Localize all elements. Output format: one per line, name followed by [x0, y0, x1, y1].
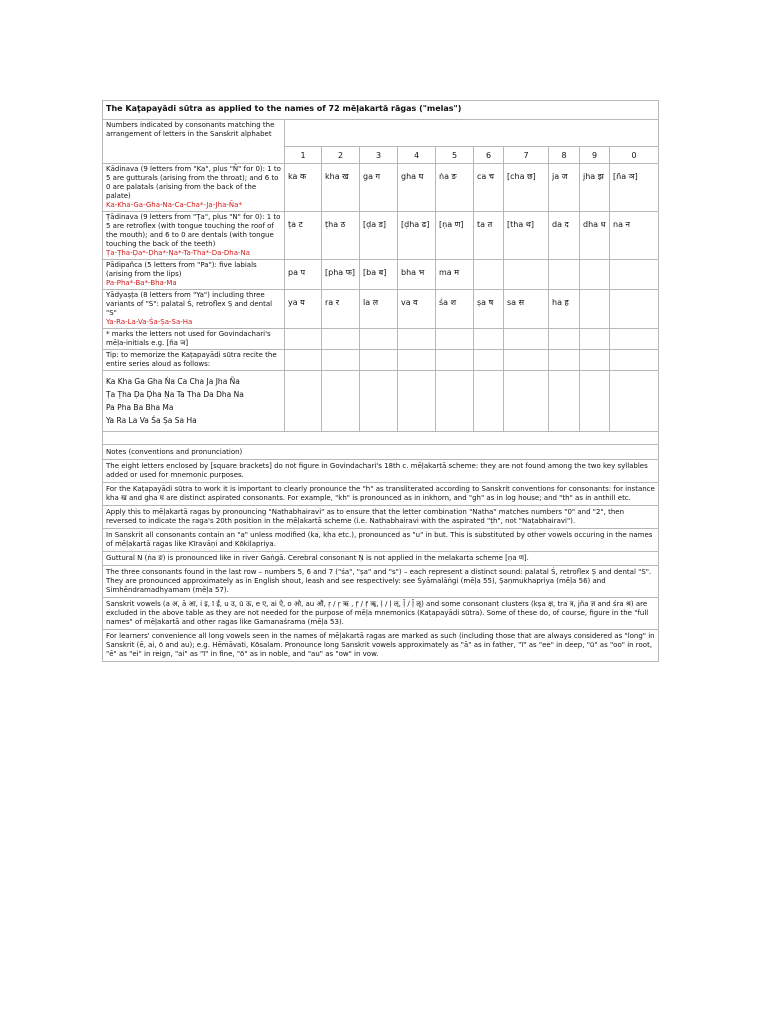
syllable-cell: [ḍha ढ] — [398, 212, 436, 260]
empty-cell — [504, 371, 549, 432]
syllable-cell — [580, 260, 610, 290]
table-row — [103, 290, 659, 329]
empty-cell — [610, 371, 659, 432]
empty-cell — [285, 371, 322, 432]
row-label — [103, 290, 285, 329]
number-cell: 8 — [549, 147, 580, 164]
table-row — [103, 350, 659, 371]
syllable-cell: ha ह — [549, 290, 580, 329]
note-text: Sanskrit vowels (a अ, ā आ, i इ, ī ई, u उ, ū ऊ, e ए, ai ऐ, o ओ, au औ, ṛ / ṛ ऋ , ṝ / ṝ ॠ, ḷ / ḷ ऌ, ḹ / ḹ ॡ) and some consonant clusters (kṣa क्ष, tra त्र, jña ज्ञ and śra श्र) are excluded in the above table as they are not needed for the purpose of mēḷa mnemonics (Kaṭapayādi sūtra). Some of these do, of course, figure in the "full names" of mēḷakartā and other ragas like Gamanaśrama (mēḷa 53). — [103, 598, 659, 630]
row-series: Ka-Kha-Ga-Gha-Na-Ca-Cha*-Ja-Jha-Ña* — [106, 201, 242, 209]
note-text: The three consonants found in the last row – numbers 5, 6 and 7 ("śa", "ṣa" and "s") – each represent a distinct sound: palatal Ś, retroflex Ṣ and dental "S". They are pronounced approximately as in English shout, leash and see respectively: see Śyāmalāṅgi (mēḷa 55), Ṣaṇmukhapriya (mēḷa 56) and Simhēndramadhyamam (mēḷa 57). — [103, 566, 659, 598]
syllable-cell: ma म — [436, 260, 474, 290]
syllable-cell: [tha थ] — [504, 212, 549, 260]
syllable-cell: na न — [610, 212, 659, 260]
empty-cell — [436, 350, 474, 371]
tip-text: Tip: to memorize the Kaṭapayādi sūtra recite the entire series aloud as follows: — [103, 350, 285, 371]
number-cell: 9 — [580, 147, 610, 164]
note-row — [103, 630, 659, 662]
syllable-cell: ṭha ठ — [322, 212, 360, 260]
row-series: Ya-Ra-La-Va-Śa-Ṣa-Sa-Ha — [106, 318, 193, 326]
intro-text: Numbers indicated by consonants matching the arrangement of letters in the Sanskrit alphabet — [103, 120, 285, 164]
row-description: Pādipañca (5 letters from "Pa"): five labials (arising from the lips) — [106, 261, 257, 278]
note-row — [103, 483, 659, 506]
empty-cell — [580, 371, 610, 432]
syllable-cell: [ḍa ड] — [360, 212, 398, 260]
empty-cell — [504, 350, 549, 371]
number-cell: 7 — [504, 147, 549, 164]
syllable-cell: [ṇa ण] — [436, 212, 474, 260]
syllable-cell: dha ध — [580, 212, 610, 260]
syllable-cell: sa स — [504, 290, 549, 329]
syllable-cell: [ba ब] — [360, 260, 398, 290]
note-row — [103, 506, 659, 529]
number-cell: 6 — [474, 147, 504, 164]
row-description: Yādyaṣṭa (8 letters from "Ya") including three variants of "S": palatal Ś, retroflex Ṣ and dental "S" — [106, 291, 273, 317]
empty-cell — [360, 329, 398, 350]
empty-cell — [580, 329, 610, 350]
empty-cell — [285, 350, 322, 371]
syllable-cell: ka क — [285, 164, 322, 212]
syllable-cell: ṭa ट — [285, 212, 322, 260]
syllable-cell: ta त — [474, 212, 504, 260]
row-label — [103, 212, 285, 260]
empty-cell — [360, 371, 398, 432]
spacer-cell — [103, 432, 659, 445]
note-text: Apply this to mēḷakartā ragas by pronouncing "Nathabhairavi" as to ensure that the letter combination "Natha" matches numbers "0" and "2", then reversed to indicate the raga's 20th position in the mēḷakartā scheme (i.e. Nathabhairavi with the aspirated "ṭh", not "Naṭabhairavi"). — [103, 506, 659, 529]
table-row — [103, 164, 659, 212]
notes-heading: Notes (conventions and pronunciation) — [103, 445, 659, 460]
table-row — [103, 260, 659, 290]
syllable-cell: ṅa ङ — [436, 164, 474, 212]
number-cell: 1 — [285, 147, 322, 164]
syllable-cell: ga ग — [360, 164, 398, 212]
empty-cell — [610, 350, 659, 371]
number-cell: 5 — [436, 147, 474, 164]
table-title: The Kaṭapayādi sūtra as applied to the names of 72 mēḷakartā rāgas ("melas") — [103, 101, 659, 120]
note-row — [103, 598, 659, 630]
empty-cell — [322, 350, 360, 371]
title-row — [103, 101, 659, 120]
row-series: Ṭa-Ṭha-Ḍa*-Ḍha*-Ṇa*-Ta-Tha*-Da-Dha-Na — [106, 249, 251, 257]
empty-cell — [360, 350, 398, 371]
asterisk-note: * marks the letters not used for Govindachari's mēḷa-initials e.g. [ña ञ] — [103, 329, 285, 350]
empty-cell — [285, 329, 322, 350]
empty-cell — [549, 371, 580, 432]
syllable-cell: bha भ — [398, 260, 436, 290]
tip-line: Ṭa Ṭha Ḍa Ḍha Ṇa Ta Tha Da Dha Na — [106, 390, 244, 399]
syllable-cell — [610, 260, 659, 290]
syllable-cell: [pha फ] — [322, 260, 360, 290]
note-text: The eight letters enclosed by [square brackets] do not figure in Govindachari's 18th c. mēḷakartā scheme: they are not found among the two key syllables added or used for mnemonic purposes. — [103, 460, 659, 483]
syllable-cell: da द — [549, 212, 580, 260]
syllable-cell: śa श — [436, 290, 474, 329]
syllable-cell: ca च — [474, 164, 504, 212]
tip-series — [103, 371, 285, 432]
syllable-cell: kha ख — [322, 164, 360, 212]
table-row — [103, 371, 659, 432]
empty-cell — [398, 329, 436, 350]
table-row — [103, 212, 659, 260]
notes-heading-row — [103, 445, 659, 460]
syllable-cell: ya य — [285, 290, 322, 329]
note-row — [103, 552, 659, 566]
note-row — [103, 460, 659, 483]
note-text: Guttural N (ṅa ङ) is pronounced like in river Gaṅgā. Cerebral consonant Ṇ is not applied in the melakarta scheme [ṇa ण]. — [103, 552, 659, 566]
row-series: Pa-Pha*-Ba*-Bha-Ma — [106, 279, 177, 287]
empty-cell — [474, 371, 504, 432]
tip-line: Ka Kha Ga Gha Ṅa Ca Cha Ja Jha Ña — [106, 377, 240, 386]
header-row — [103, 120, 659, 147]
spacer-row — [103, 432, 659, 445]
empty-cell — [474, 350, 504, 371]
syllable-cell: [ña ञ] — [610, 164, 659, 212]
number-cell: 2 — [322, 147, 360, 164]
row-description: Kādinava (9 letters from "Ka", plus "Ñ" for 0): 1 to 5 are gutturals (arising from the throat); and 6 to 0 are palatals (arising from the back of the palate) — [106, 165, 281, 200]
number-cell: 0 — [610, 147, 659, 164]
syllable-cell — [580, 290, 610, 329]
empty-cell — [504, 329, 549, 350]
row-label — [103, 164, 285, 212]
empty-cell — [398, 371, 436, 432]
syllable-cell: la ल — [360, 290, 398, 329]
note-text: In Sanskrit all consonants contain an "a" unless modified (ka, kha etc.), pronounced as "u" in but. This is substituted by other vowels occuring in the names of mēḷakartā ragas like Kīravāṇi and Kōkilapriya. — [103, 529, 659, 552]
header-blank — [285, 120, 659, 147]
syllable-cell: jha झ — [580, 164, 610, 212]
syllable-cell: gha घ — [398, 164, 436, 212]
note-row — [103, 529, 659, 552]
katapayadi-table — [102, 100, 659, 662]
empty-cell — [610, 329, 659, 350]
syllable-cell: ra र — [322, 290, 360, 329]
empty-cell — [398, 350, 436, 371]
syllable-cell: [cha छ] — [504, 164, 549, 212]
tip-line: Ya Ra La Va Śa Ṣa Sa Ha — [106, 416, 197, 425]
syllable-cell — [474, 260, 504, 290]
empty-cell — [549, 350, 580, 371]
syllable-cell — [549, 260, 580, 290]
empty-cell — [322, 329, 360, 350]
number-cell: 3 — [360, 147, 398, 164]
empty-cell — [436, 371, 474, 432]
tip-line: Pa Pha Ba Bha Ma — [106, 403, 174, 412]
note-row — [103, 566, 659, 598]
syllable-cell — [504, 260, 549, 290]
table-row — [103, 329, 659, 350]
empty-cell — [322, 371, 360, 432]
syllable-cell — [610, 290, 659, 329]
row-description: Ṭādinava (9 letters from "Ṭa", plus "N" for 0): 1 to 5 are retroflex (with tongue touching the roof of the mouth); and 6 to 0 are dentals (with tongue touching the back of the teeth) — [106, 213, 281, 248]
note-text: For learners' convenience all long vowels seen in the names of mēḷakartā ragas are marked as such (including those that are always considered as "long" in Sanskrit (ē, ai, ō and au); e.g. Hēmāvati, Kōsalam. Pronounce long Sanskrit vowels approximately as "ā" as in father, "ī" as "ee" in deep, "ū" as "oo" in root, "ē" as "ei" in reign, "ai" as "ī" in fine, "ō" as in noble, and "au" as "ow" in vow. — [103, 630, 659, 662]
syllable-cell: pa प — [285, 260, 322, 290]
empty-cell — [580, 350, 610, 371]
syllable-cell: ja ज — [549, 164, 580, 212]
syllable-cell: ṣa ष — [474, 290, 504, 329]
document-page — [102, 100, 658, 662]
empty-cell — [474, 329, 504, 350]
note-text: For the Kaṭapayādi sūtra to work it is important to clearly pronounce the "h" as transliterated according to Sanskrit conventions for consonants: for instance kha ख and gha घ are distinct aspirated consonants. For example, "kh" is pronounced as in inkhorn, and "gh" as in log house; and "th" as in anthill etc. — [103, 483, 659, 506]
empty-cell — [549, 329, 580, 350]
empty-cell — [436, 329, 474, 350]
syllable-cell: va व — [398, 290, 436, 329]
row-label — [103, 260, 285, 290]
number-cell: 4 — [398, 147, 436, 164]
